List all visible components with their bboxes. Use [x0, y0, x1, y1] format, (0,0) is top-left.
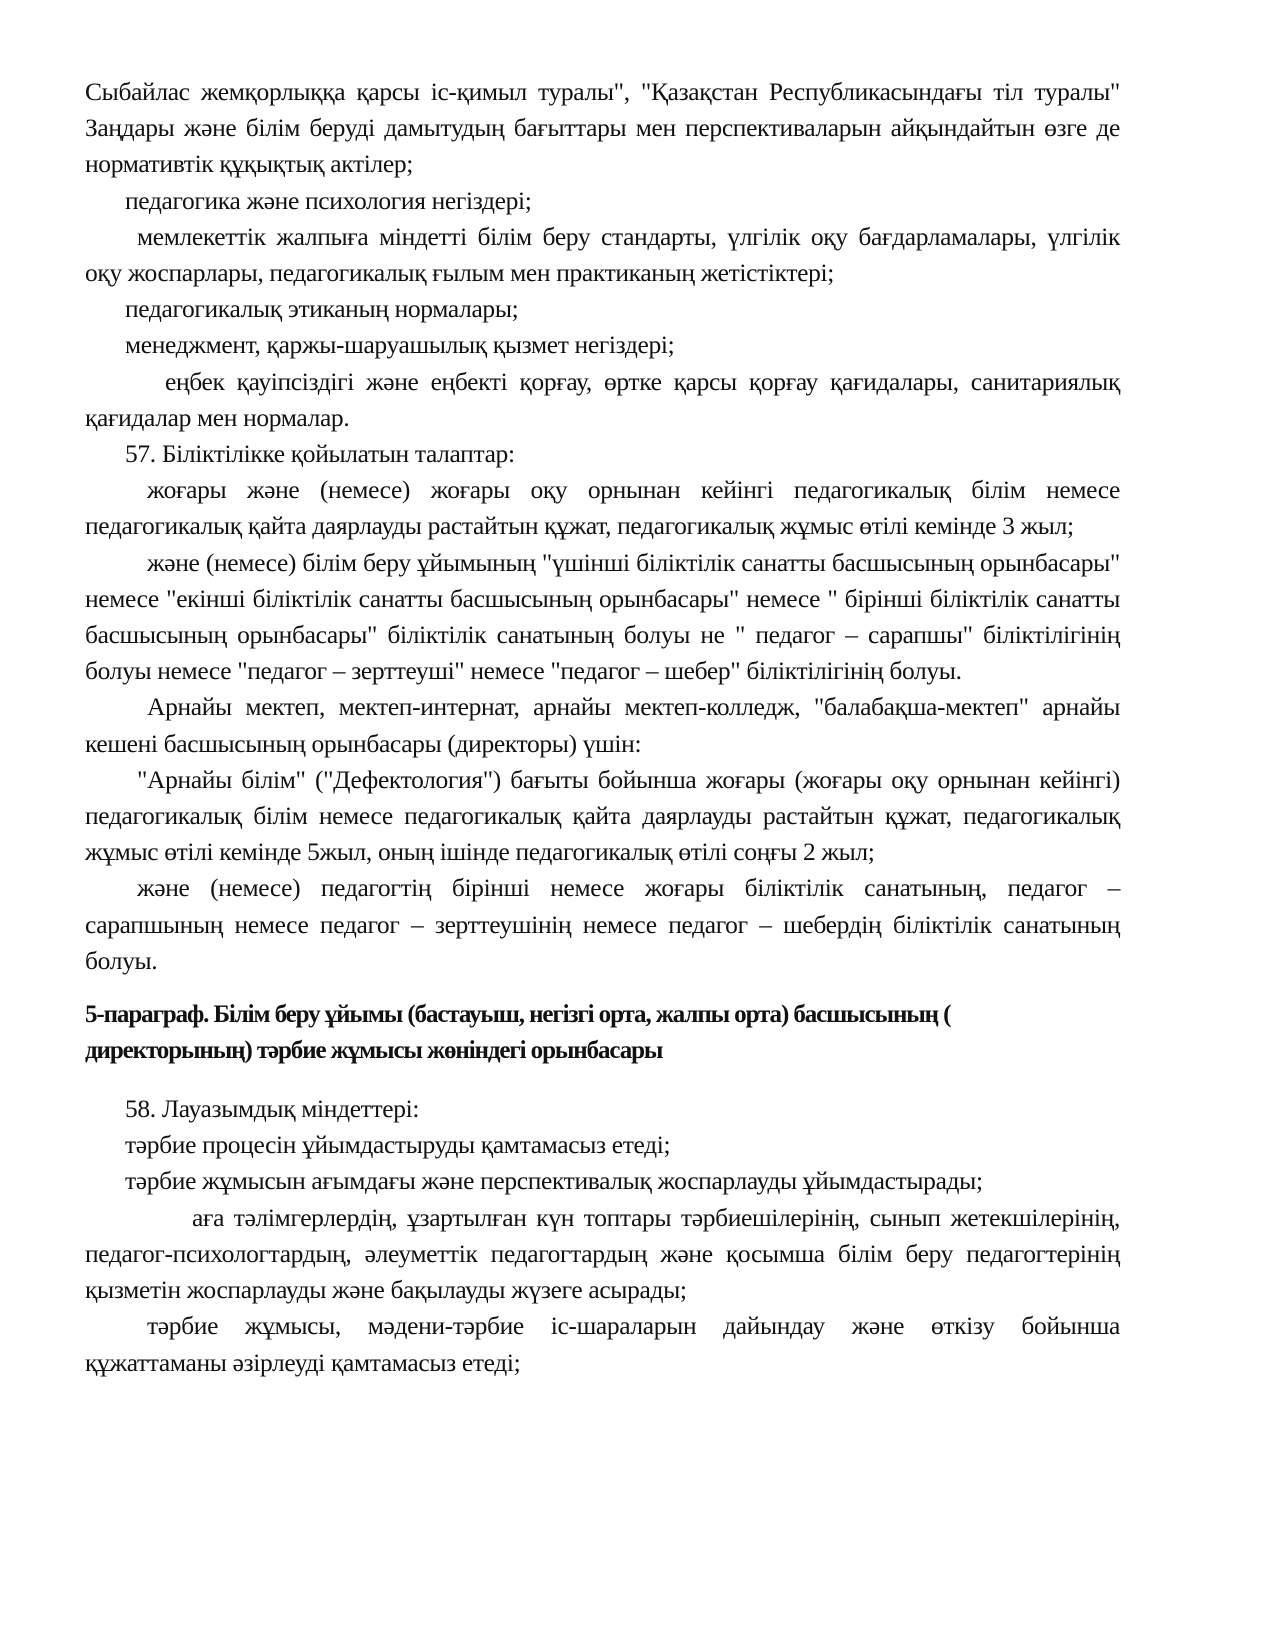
paragraph-pedagogical-ethics: педагогикалық этиканың нормалары;	[125, 294, 519, 324]
paragraph-higher-education-requirement: жоғары және (немесе) жоғары оқу орнынан кейінгі педагогикалық білім немесе педагогикалық қайта даярлауды растайтын құжат, педагогикалық жұмыс өтілі кемінде 3 жыл;	[85, 475, 1120, 541]
paragraph-education-standards: мемлекеттік жалпыға міндетті білім беру стандарты, үлгілік оқу бағдарламалары, үлгілік оқу жоспарлары, педагогикалық ғылым мен практиканың жетістіктері;	[85, 221, 1120, 288]
paragraph-special-education-requirement: "Арнайы білім" ("Дефектология") бағыты бойынша жоғары (жоғары оқу орнынан кейінгі) педагогикалық білім немесе педагогикалық қайта даярлауды растайтын құжат, педагогикалық жұмыс өтілі кемінде 5жыл, оның ішінде педагогикалық өтілі соңғы 2 жыл;	[85, 764, 1120, 867]
paragraph-supervision: аға тәлімгерлердің, ұзартылған күн топтары тәрбиешілерінің, сынып жетекшілерінің, педагог-психологтардың, әлеуметтік педагогтардың және қосымша білім беру педагогтерінің қызметін жоспарлауды және бақылауды жүзеге асырады;	[85, 1202, 1120, 1305]
paragraph-organize-upbringing: тәрбие процесін ұйымдастыруды қамтамасыз етеді;	[125, 1130, 671, 1160]
paragraph-58-job-duties: 58. Лауазымдық міндеттері:	[125, 1094, 420, 1124]
paragraph-documentation: тәрбие жұмысы, мәдени-тәрбие іс-шараларын дайындау және өткізу бойынша құжаттаманы әзірлеуді қамтамасыз етеді;	[85, 1311, 1120, 1377]
paragraph-laws-list-end: Сыбайлас жемқорлыққа қарсы іс-қимыл туралы", "Қазақстан Республикасындағы тіл туралы" Заңдары және білім беруді дамытудың бағыттары мен перспективаларын айқындайтын өзге де нормативтік құқықтық актілер;	[85, 77, 1120, 179]
section-heading-paragraph-5: 5-параграф. Білім беру ұйымы (бастауыш, негізгі орта, жалпы орта) басшысының ( директорының) тәрбие жұмысы жөніндегі орынбасары	[85, 1001, 951, 1065]
document-page	[85, 74, 1120, 1381]
paragraph-labor-safety: еңбек қауіпсіздігі және еңбекті қорғау, өртке қарсы қорғау қағидалары, санитариялық қағидалар мен нормалар.	[85, 366, 1120, 432]
paragraph-management: менеджмент, қаржы-шаруашылық қызмет негіздері;	[125, 330, 675, 360]
paragraph-planning: тәрбие жұмысын ағымдағы және перспективалық жоспарлауды ұйымдастырады;	[125, 1166, 983, 1196]
paragraph-special-school: Арнайы мектеп, мектеп-интернат, арнайы мектеп-колледж, "балабақша-мектеп" арнайы кешені басшысының орынбасары (директоры) үшін:	[85, 692, 1120, 758]
paragraph-teacher-category: және (немесе) педагогтің бірінші немесе жоғары біліктілік санатының, педагог – сарапшының немесе педагог – зерттеушінің немесе педагог – шебердің біліктілік санатының болуы.	[85, 873, 1120, 975]
paragraph-qualification-category: және (немесе) білім беру ұйымының "үшінші біліктілік санатты басшысының орынбасары" немесе "екінші біліктілік санатты басшысының орынбасары" немесе " бірінші біліктілік санатты басшысының орынбасары" біліктілік санатының болуы не " педагог – сарапшы" біліктілігінің болуы немесе "педагог – зерттеуші" немесе "педагог – шебер" біліктілігінің болуы.	[85, 547, 1120, 686]
paragraph-57-qualification-requirements: 57. Біліктілікке қойылатын талаптар:	[125, 439, 515, 469]
paragraph-pedagogy-psychology: педагогика және психология негіздері;	[125, 185, 532, 215]
